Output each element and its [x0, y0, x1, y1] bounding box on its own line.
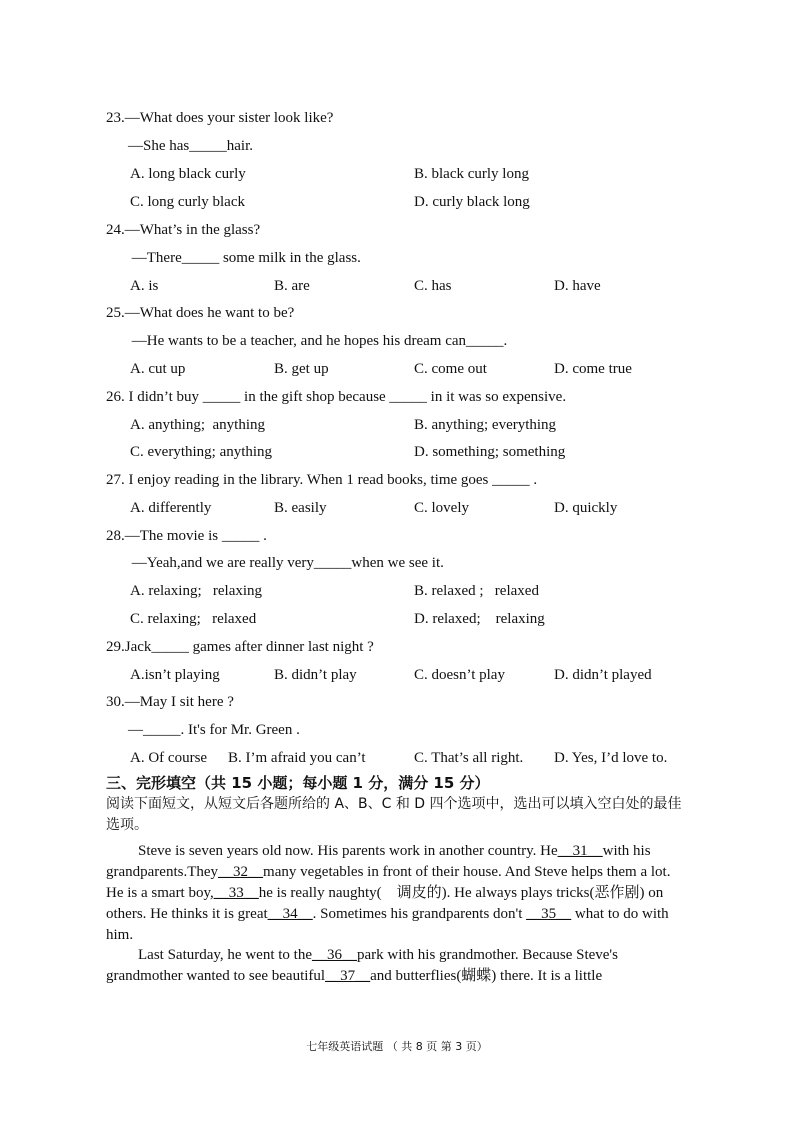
question-29-option-a: A.isn’t playing [130, 667, 220, 683]
question-27-option-b: B. easily [274, 500, 327, 516]
question-29-option-c: C. doesn’t play [414, 667, 505, 683]
cloze-text: park with his grandmother. Because Steve's grandmother wanted to see beautiful [106, 947, 618, 984]
cloze-text: with his grandparents.They [106, 843, 651, 880]
cloze-paragraph-1 [106, 841, 690, 946]
cloze-text: and butterflies(蝴蝶) there. It is a little [370, 968, 603, 984]
question-30-answer-line: —_____. It's for Mr. Green . [128, 722, 300, 738]
question-25-option-b: B. get up [274, 361, 329, 377]
question-24-option-a: A. is [130, 278, 159, 294]
page-footer: 七年级英语试题 （ 共 8 页 第 3 页） [306, 1040, 488, 1053]
question-27-stem: 27. I enjoy reading in the library. When 1 read books, time goes _____ . [106, 472, 538, 488]
cloze-blank-37: __37__ [325, 968, 371, 984]
cloze-text: Steve is seven years old now. His parents work in another country. He [138, 843, 558, 859]
question-28-option-a: A. relaxing; relaxing [130, 583, 263, 599]
cloze-blank-35: __35__ [526, 906, 572, 922]
question-29-option-b: B. didn’t play [274, 667, 357, 683]
cloze-blank-33: __33__ [213, 885, 259, 901]
question-26-option-b: B. anything; everything [414, 417, 557, 433]
section-3-title: 三、完形填空（共 15 小题；每小题 1 分，满分 15 分） [106, 774, 490, 792]
cloze-text: what to do with him. [106, 906, 669, 943]
cloze-blank-36: __36__ [311, 947, 357, 963]
question-23-option-d: D. curly black long [414, 194, 530, 210]
question-30-option-c: C. That’s all right. [414, 750, 524, 766]
question-24-stem: 24.—What’s in the glass? [106, 222, 261, 238]
question-24-option-d: D. have [554, 278, 601, 294]
question-28-option-b: B. relaxed ; relaxed [414, 583, 539, 599]
question-23-option-a: A. long black curly [130, 166, 246, 182]
cloze-text: Last Saturday, he went to the [138, 947, 312, 963]
cloze-blank-31: __31__ [557, 843, 603, 859]
question-25-option-a: A. cut up [130, 361, 186, 377]
question-29-stem: 29.Jack_____ games after dinner last night ? [106, 639, 374, 655]
question-25-option-c: C. come out [414, 361, 487, 377]
question-27-option-c: C. lovely [414, 500, 469, 516]
question-26-stem: 26. I didn’t buy _____ in the gift shop because _____ in it was so expensive. [106, 389, 567, 405]
question-28-option-d: D. relaxed; relaxing [414, 611, 545, 627]
cloze-blank-34: __34__ [267, 906, 313, 922]
cloze-paragraph-2 [106, 945, 690, 987]
question-24-answer-line: —There_____ some milk in the glass. [128, 250, 361, 266]
cloze-text: many vegetables in front of their house. And Steve helps them a lot. He is a smart boy, [106, 864, 671, 901]
question-25-option-d: D. come true [554, 361, 632, 377]
question-24-option-c: C. has [414, 278, 452, 294]
question-27-option-d: D. quickly [554, 500, 618, 516]
question-25-stem: 25.—What does he want to be? [106, 305, 295, 321]
cloze-text: he is really naughty( 调皮的). He always plays tricks(恶作剧) on others. He thinks it is great [106, 885, 664, 922]
question-30-option-b: B. I’m afraid you can’t [228, 750, 366, 766]
question-29-option-d: D. didn’t played [554, 667, 652, 683]
section-3-instruction: 阅读下面短文，从短文后各题所给的 A、B、C 和 D 四个选项中，选出可以填入空白处的最佳选项。 [106, 796, 682, 833]
question-30-option-d: D. Yes, I’d love to. [554, 750, 668, 766]
question-23-stem: 23.—What does your sister look like? [106, 110, 334, 126]
question-25-answer-line: —He wants to be a teacher, and he hopes his dream can_____. [128, 333, 508, 349]
question-26-option-c: C. everything; anything [130, 444, 273, 460]
question-30-option-a: A. Of course [130, 750, 208, 766]
question-28-answer-line: —Yeah,and we are really very_____when we see it. [128, 555, 444, 571]
question-28-stem: 28.—The movie is _____ . [106, 528, 267, 544]
question-26-option-a: A. anything; anything [130, 417, 265, 433]
question-23-option-c: C. long curly black [130, 194, 245, 210]
cloze-text: . Sometimes his grandparents don't [312, 906, 527, 922]
question-23-option-b: B. black curly long [414, 166, 529, 182]
question-24-option-b: B. are [274, 278, 310, 294]
question-30-stem: 30.—May I sit here ? [106, 694, 234, 710]
cloze-blank-32: __32__ [218, 864, 264, 880]
question-27-option-a: A. differently [130, 500, 212, 516]
question-23-answer-line: —She has_____hair. [128, 138, 253, 154]
question-28-option-c: C. relaxing; relaxed [130, 611, 257, 627]
question-26-option-d: D. something; something [414, 444, 566, 460]
